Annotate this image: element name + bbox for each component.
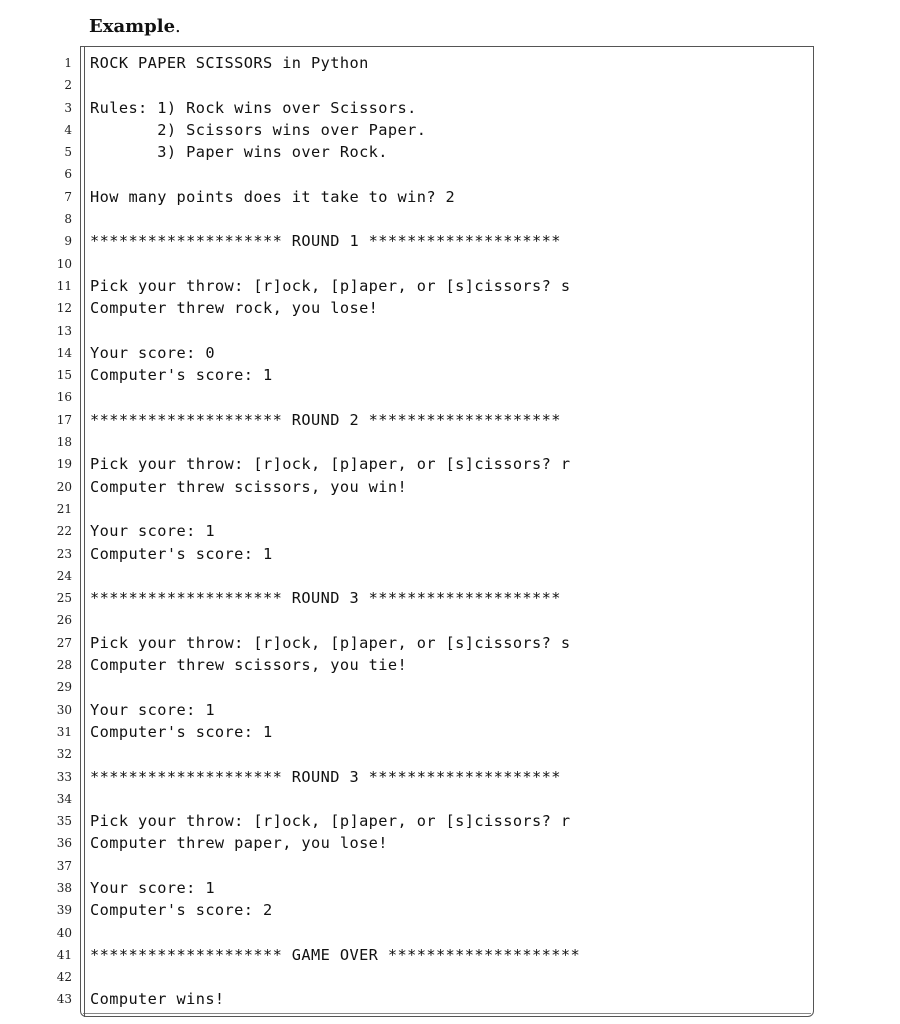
line-text: Your score: 1: [90, 700, 215, 719]
line-text: Computer's score: 1: [90, 544, 273, 563]
line-number: 27: [56, 635, 72, 650]
listing-line: [0, 632, 900, 654]
line-text: ******************** ROUND 3 ********************: [90, 767, 561, 786]
line-number: 28: [56, 658, 72, 673]
line-number: 17: [56, 412, 72, 427]
listing-line: [0, 409, 900, 431]
line-text: ROCK PAPER SCISSORS in Python: [90, 54, 369, 72]
line-number: 2: [64, 78, 72, 93]
line-number: 1: [64, 56, 72, 70]
line-number: 3: [64, 100, 72, 115]
line-text: Rules: 1) Rock wins over Scissors.: [90, 98, 417, 117]
line-text: Pick your throw: [r]ock, [p]aper, or [s]cissors? s: [90, 633, 571, 652]
listing-line: [0, 855, 900, 877]
line-number: 6: [64, 167, 72, 182]
listing-line: [0, 877, 900, 899]
line-text: ******************** GAME OVER ********************: [90, 945, 581, 964]
listing-line: [0, 609, 900, 631]
line-number: 12: [56, 301, 72, 316]
listing-line: [0, 944, 900, 966]
listing-line: [0, 810, 900, 832]
line-number: 13: [56, 323, 72, 338]
line-text: 2) Scissors wins over Paper.: [90, 120, 427, 139]
line-text: Your score: 1: [90, 878, 215, 897]
listing-line: [0, 788, 900, 810]
listing-line: [0, 275, 900, 297]
line-number: 14: [56, 345, 72, 360]
listing-line: [0, 766, 900, 788]
line-text: ******************** ROUND 2 ********************: [90, 410, 561, 429]
listing-line: [0, 364, 900, 386]
line-number: 15: [56, 368, 72, 383]
listing-line: [0, 208, 900, 230]
listing-line: [0, 186, 900, 208]
listing-line: [0, 52, 900, 74]
listing-line: [0, 543, 900, 565]
line-text: Your score: 0: [90, 343, 215, 362]
listing-line: [0, 163, 900, 185]
line-number: 24: [56, 568, 72, 583]
line-number: 35: [56, 814, 72, 829]
line-number: 39: [56, 903, 72, 918]
listing-line: [0, 320, 900, 342]
line-number: 22: [56, 524, 72, 539]
line-number: 16: [56, 390, 72, 405]
listing-line: [0, 97, 900, 119]
listing-line: [0, 74, 900, 96]
line-number: 20: [56, 479, 72, 494]
line-number: 30: [56, 702, 72, 717]
line-number: 25: [56, 591, 72, 606]
listing-line: [0, 476, 900, 498]
line-number: 42: [56, 970, 72, 985]
line-number: 41: [56, 947, 72, 962]
line-number: 37: [56, 858, 72, 873]
line-number: 5: [64, 145, 72, 160]
line-number: 43: [56, 992, 72, 1007]
listing-line: [0, 230, 900, 252]
line-text: Computer threw scissors, you tie!: [90, 656, 408, 675]
line-number: 40: [56, 925, 72, 940]
listing-line: [0, 654, 900, 676]
line-number: 4: [64, 122, 72, 137]
listing-line: [0, 253, 900, 275]
line-text: Computer wins!: [90, 990, 225, 1009]
listing-line: [0, 342, 900, 364]
line-text: Computer's score: 1: [90, 366, 273, 385]
listing-line: [0, 498, 900, 520]
line-number: 33: [56, 769, 72, 784]
line-number: 26: [56, 613, 72, 628]
line-number: 21: [56, 501, 72, 516]
listing-line: [0, 721, 900, 743]
listing-line: [0, 453, 900, 475]
listing-line: [0, 587, 900, 609]
line-number: 8: [64, 212, 72, 227]
listing-line: [0, 565, 900, 587]
line-text: Computer threw paper, you lose!: [90, 834, 388, 853]
listing-line: [0, 699, 900, 721]
line-text: Pick your throw: [r]ock, [p]aper, or [s]cissors? s: [90, 276, 571, 295]
line-number: 38: [56, 880, 72, 895]
line-text: Pick your throw: [r]ock, [p]aper, or [s]cissors? r: [90, 455, 571, 474]
line-text: 3) Paper wins over Rock.: [90, 143, 388, 162]
listing-line: [0, 676, 900, 698]
listing-line: [0, 988, 900, 1010]
line-number: 18: [56, 435, 72, 450]
example-heading-period: .: [175, 16, 181, 37]
example-heading: [89, 16, 181, 37]
line-text: Computer's score: 1: [90, 722, 273, 741]
line-text: Computer threw rock, you lose!: [90, 299, 379, 318]
listing-line: [0, 899, 900, 921]
listing-line: [0, 141, 900, 163]
line-number: 36: [56, 836, 72, 851]
line-text: ******************** ROUND 1 ********************: [90, 232, 561, 251]
line-number: 23: [56, 546, 72, 561]
line-text: Pick your throw: [r]ock, [p]aper, or [s]cissors? r: [90, 812, 571, 831]
line-text: Computer threw scissors, you win!: [90, 477, 408, 496]
line-text: How many points does it take to win? 2: [90, 187, 456, 206]
example-heading-label: Example: [89, 16, 176, 37]
line-number: 34: [56, 791, 72, 806]
listing-line: [0, 743, 900, 765]
listing-line: [0, 431, 900, 453]
line-number: 31: [56, 724, 72, 739]
listing-line: [0, 520, 900, 542]
listing-line: [0, 297, 900, 319]
line-number: 11: [56, 278, 72, 293]
listing-line: [0, 119, 900, 141]
line-text: Computer's score: 2: [90, 901, 273, 920]
line-number: 10: [56, 256, 72, 271]
line-text: Your score: 1: [90, 522, 215, 541]
listing-line: [0, 832, 900, 854]
line-number: 19: [56, 457, 72, 472]
listing-line: [0, 922, 900, 944]
line-number: 9: [64, 234, 72, 249]
listing-line: [0, 386, 900, 408]
listing-line: [0, 966, 900, 988]
line-text: ******************** ROUND 3 ********************: [90, 589, 561, 608]
code-listing: [0, 52, 900, 1011]
line-number: 7: [64, 189, 72, 204]
line-number: 32: [56, 747, 72, 762]
line-number: 29: [56, 680, 72, 695]
